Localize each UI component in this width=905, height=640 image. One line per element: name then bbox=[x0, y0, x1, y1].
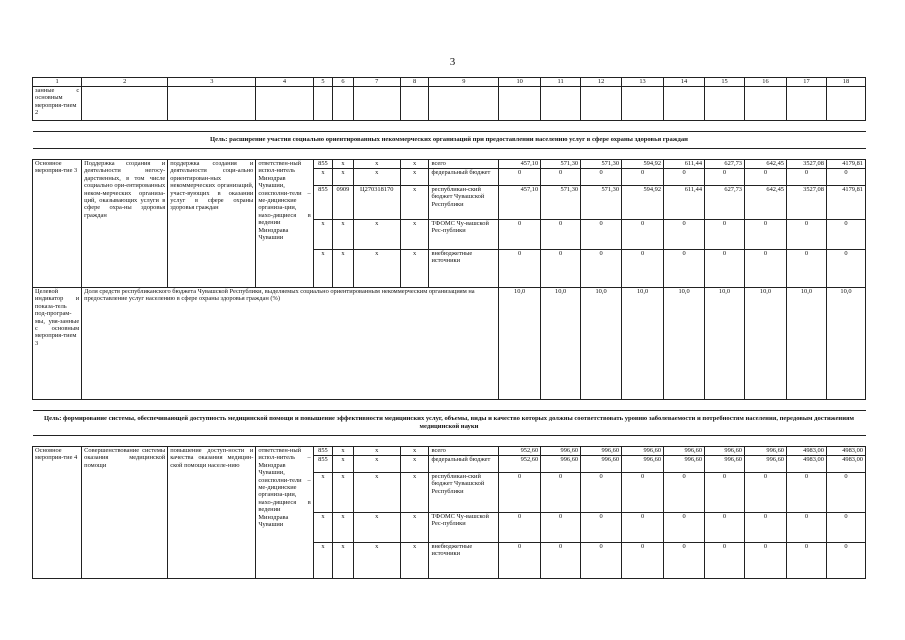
gap-2 bbox=[33, 149, 866, 160]
empty-cell bbox=[786, 87, 826, 121]
goal-2 bbox=[33, 411, 866, 436]
empty-cell bbox=[705, 87, 745, 121]
code-cell: x bbox=[400, 186, 429, 220]
header-cell: 5 bbox=[313, 78, 332, 87]
code-cell: x bbox=[353, 250, 400, 288]
value-cell: 0 bbox=[664, 169, 705, 186]
value-cell: 0 bbox=[622, 543, 664, 579]
value-cell: 0 bbox=[705, 543, 745, 579]
source-cell: ТФОМС Чу-вашской Рес-публики bbox=[429, 513, 499, 543]
source-cell: внебюджетные источники bbox=[429, 250, 499, 288]
value-cell: 0 bbox=[705, 250, 745, 288]
empty-cell bbox=[499, 87, 541, 121]
value-cell: 996,60 bbox=[541, 447, 581, 456]
value-cell: 0 bbox=[826, 543, 865, 579]
code-cell: x bbox=[313, 513, 332, 543]
value-cell: 0 bbox=[826, 250, 865, 288]
source-cell: всего bbox=[429, 160, 499, 169]
code-cell: x bbox=[400, 169, 429, 186]
value-cell: 0 bbox=[744, 250, 786, 288]
value-cell: 0 bbox=[826, 220, 865, 250]
empty-cell bbox=[744, 87, 786, 121]
code-cell: x bbox=[313, 473, 332, 513]
block-2-responsible: ответствен-ный испол-нитель – Минздрав Чувашии, соисполни-тели – ме-дицинские организа-ции, нахо-дящиеся в ведении Минздрава Чувашии bbox=[256, 447, 313, 579]
code-cell: x bbox=[333, 456, 353, 473]
value-cell: 0 bbox=[499, 169, 541, 186]
gap-4-space bbox=[33, 436, 866, 447]
header-row bbox=[33, 78, 866, 87]
value-cell: 4179,81 bbox=[826, 186, 865, 220]
header-cell: 6 bbox=[333, 78, 353, 87]
value-cell: 0 bbox=[744, 220, 786, 250]
code-cell: x bbox=[400, 220, 429, 250]
value-cell: 0 bbox=[744, 513, 786, 543]
gap-3 bbox=[33, 400, 866, 411]
carryover-label: занные с основным мероприя-тием 2 bbox=[33, 87, 82, 121]
value-cell: 0 bbox=[622, 169, 664, 186]
header-cell: 10 bbox=[499, 78, 541, 87]
value-cell: 4983,00 bbox=[826, 456, 865, 473]
value-cell: 3527,08 bbox=[786, 160, 826, 169]
value-cell: 996,60 bbox=[581, 447, 622, 456]
source-cell: ТФОМС Чу-вашской Рес-публики bbox=[429, 220, 499, 250]
source-cell: федеральный бюджет bbox=[429, 169, 499, 186]
value-cell: 3527,08 bbox=[786, 186, 826, 220]
value-cell: 0 bbox=[581, 473, 622, 513]
value-cell: 0 bbox=[622, 513, 664, 543]
code-cell: x bbox=[333, 513, 353, 543]
value-cell: 0 bbox=[541, 543, 581, 579]
value-cell: 0 bbox=[744, 169, 786, 186]
value-cell: 0 bbox=[581, 169, 622, 186]
value-cell: 0 bbox=[786, 250, 826, 288]
header-cell: 4 bbox=[256, 78, 313, 87]
block-2-label: Основное мероприя-тие 4 bbox=[33, 447, 82, 579]
value-cell: 0 bbox=[705, 473, 745, 513]
header-cell: 12 bbox=[581, 78, 622, 87]
code-cell: x bbox=[333, 220, 353, 250]
header-cell: 9 bbox=[429, 78, 499, 87]
budget-table bbox=[32, 77, 866, 579]
value-cell: 0 bbox=[499, 250, 541, 288]
value-cell: 0 bbox=[499, 513, 541, 543]
value-cell: 996,60 bbox=[664, 456, 705, 473]
value-cell: 0 bbox=[541, 513, 581, 543]
value-cell: 0 bbox=[826, 473, 865, 513]
value-cell: 4179,81 bbox=[826, 160, 865, 169]
code-cell: x bbox=[400, 543, 429, 579]
header-cell: 7 bbox=[353, 78, 400, 87]
code-cell: 855 bbox=[313, 160, 332, 169]
header-cell: 3 bbox=[168, 78, 256, 87]
gap-3-space bbox=[33, 400, 866, 411]
goal-1-text: Цель: расширение участия социально ориентированных некоммерческих организаций при предоставлении населению услуг в сфере охраны здоровья граждан bbox=[33, 132, 866, 149]
gap-4 bbox=[33, 436, 866, 447]
header-cell: 16 bbox=[744, 78, 786, 87]
value-cell: 996,60 bbox=[705, 447, 745, 456]
header-cell: 18 bbox=[826, 78, 865, 87]
value-cell: 4983,00 bbox=[786, 447, 826, 456]
value-cell: 571,30 bbox=[541, 186, 581, 220]
gap-1 bbox=[33, 121, 866, 132]
indicator-value: 10,0 bbox=[541, 288, 581, 400]
header-cell: 1 bbox=[33, 78, 82, 87]
header-cell: 14 bbox=[664, 78, 705, 87]
value-cell: 0 bbox=[499, 473, 541, 513]
value-cell: 952,60 bbox=[499, 447, 541, 456]
value-cell: 0 bbox=[705, 220, 745, 250]
value-cell: 996,60 bbox=[705, 456, 745, 473]
code-cell: 855 bbox=[313, 447, 332, 456]
value-cell: 996,60 bbox=[581, 456, 622, 473]
empty-cell bbox=[168, 87, 256, 121]
value-cell: 0 bbox=[664, 473, 705, 513]
empty-cell bbox=[82, 87, 168, 121]
value-cell: 642,45 bbox=[744, 160, 786, 169]
goal-1 bbox=[33, 132, 866, 149]
block-1-name: Поддержка создания и деятельности негосу-дарственных, в том числе социально ори-ентированных неком-мерческих организа-ций, оказывающих услуги в сфере охра-ны здоровья граждан bbox=[82, 160, 168, 288]
empty-cell bbox=[622, 87, 664, 121]
value-cell: 0 bbox=[541, 473, 581, 513]
empty-cell bbox=[256, 87, 313, 121]
value-cell: 0 bbox=[786, 473, 826, 513]
value-cell: 0 bbox=[744, 473, 786, 513]
value-cell: 0 bbox=[581, 250, 622, 288]
value-cell: 996,60 bbox=[541, 456, 581, 473]
block-2-row bbox=[33, 447, 866, 456]
value-cell: 571,30 bbox=[581, 186, 622, 220]
code-cell: 0909 bbox=[333, 186, 353, 220]
value-cell: 0 bbox=[622, 220, 664, 250]
header-cell: 15 bbox=[705, 78, 745, 87]
indicator-row bbox=[33, 288, 866, 400]
header-cell: 11 bbox=[541, 78, 581, 87]
source-cell: республикан-ский бюджет Чувашской Республики bbox=[429, 473, 499, 513]
value-cell: 0 bbox=[622, 250, 664, 288]
value-cell: 457,10 bbox=[499, 160, 541, 169]
value-cell: 611,44 bbox=[664, 160, 705, 169]
code-cell: x bbox=[353, 456, 400, 473]
value-cell: 0 bbox=[622, 473, 664, 513]
value-cell: 996,60 bbox=[744, 447, 786, 456]
code-cell: x bbox=[313, 169, 332, 186]
empty-cell bbox=[541, 87, 581, 121]
header-cell: 13 bbox=[622, 78, 664, 87]
source-cell: республикан-ский бюджет Чувашской Республики bbox=[429, 186, 499, 220]
header-cell: 17 bbox=[786, 78, 826, 87]
value-cell: 996,60 bbox=[622, 447, 664, 456]
code-cell: x bbox=[400, 160, 429, 169]
block-2-goal: повышение доступ-ности и качества оказания медицин-ской помощи населе-нию bbox=[168, 447, 256, 579]
code-cell: x bbox=[333, 160, 353, 169]
header-cell: 2 bbox=[82, 78, 168, 87]
indicator-value: 10,0 bbox=[499, 288, 541, 400]
block-2-name: Совершенствование системы оказания медицинской помощи bbox=[82, 447, 168, 579]
value-cell: 0 bbox=[705, 513, 745, 543]
value-cell: 0 bbox=[541, 169, 581, 186]
value-cell: 0 bbox=[664, 513, 705, 543]
code-cell: x bbox=[333, 543, 353, 579]
code-cell: x bbox=[333, 447, 353, 456]
code-cell: x bbox=[400, 513, 429, 543]
code-cell: x bbox=[333, 473, 353, 513]
code-cell: x bbox=[353, 220, 400, 250]
value-cell: 611,44 bbox=[664, 186, 705, 220]
gap-1-space bbox=[33, 121, 866, 132]
block-1-responsible: ответствен-ный испол-нитель Минздрав Чувашии, соисполни-тели – ме-дицинские организа-ции, нахо-дящиеся в ведении Минздрава Чувашии bbox=[256, 160, 313, 288]
value-cell: 4983,00 bbox=[786, 456, 826, 473]
indicator-text: Доля средств республиканского бюджета Чувашской Республики, выделяемых социально ориентированным некоммерческим организациям на предоставление услуг населению в сфере охраны здоровья граждан (%) bbox=[82, 288, 499, 400]
value-cell: 0 bbox=[786, 513, 826, 543]
carryover-row bbox=[33, 87, 866, 121]
value-cell: 0 bbox=[541, 250, 581, 288]
block-1-label: Основное мероприя-тие 3 bbox=[33, 160, 82, 288]
value-cell: 0 bbox=[826, 169, 865, 186]
block-1-goal: поддержка создания и деятельности соци-ально ориентирован-ных некоммерческих организаций, участ-вующих в оказании услуг в сфере охраны здоровья граждан bbox=[168, 160, 256, 288]
value-cell: 0 bbox=[826, 513, 865, 543]
value-cell: 4983,00 bbox=[826, 447, 865, 456]
indicator-label: Целевой индикатор и показа-тель под-програм-мы, увя-занные с основным мероприя-тием 3 bbox=[33, 288, 82, 400]
indicator-value: 10,0 bbox=[581, 288, 622, 400]
code-cell: x bbox=[313, 543, 332, 579]
value-cell: 594,92 bbox=[622, 160, 664, 169]
empty-cell bbox=[400, 87, 429, 121]
value-cell: 0 bbox=[664, 250, 705, 288]
value-cell: 996,60 bbox=[744, 456, 786, 473]
code-cell: x bbox=[333, 169, 353, 186]
value-cell: 571,30 bbox=[541, 160, 581, 169]
empty-cell bbox=[429, 87, 499, 121]
value-cell: 0 bbox=[581, 220, 622, 250]
value-cell: 0 bbox=[786, 169, 826, 186]
source-cell: федеральный бюджет bbox=[429, 456, 499, 473]
code-cell: Ц270318170 bbox=[353, 186, 400, 220]
empty-cell bbox=[826, 87, 865, 121]
gap-2-space bbox=[33, 149, 866, 160]
value-cell: 0 bbox=[786, 543, 826, 579]
code-cell: x bbox=[353, 160, 400, 169]
code-cell: x bbox=[333, 250, 353, 288]
indicator-value: 10,0 bbox=[705, 288, 745, 400]
code-cell: x bbox=[353, 473, 400, 513]
empty-cell bbox=[313, 87, 332, 121]
value-cell: 0 bbox=[705, 169, 745, 186]
code-cell: x bbox=[353, 513, 400, 543]
value-cell: 0 bbox=[664, 543, 705, 579]
value-cell: 642,45 bbox=[744, 186, 786, 220]
value-cell: 0 bbox=[541, 220, 581, 250]
value-cell: 0 bbox=[499, 220, 541, 250]
code-cell: x bbox=[353, 169, 400, 186]
indicator-value: 10,0 bbox=[664, 288, 705, 400]
code-cell: x bbox=[353, 543, 400, 579]
value-cell: 996,60 bbox=[622, 456, 664, 473]
empty-cell bbox=[581, 87, 622, 121]
code-cell: x bbox=[400, 456, 429, 473]
empty-cell bbox=[664, 87, 705, 121]
code-cell: x bbox=[313, 220, 332, 250]
value-cell: 0 bbox=[581, 513, 622, 543]
empty-cell bbox=[333, 87, 353, 121]
value-cell: 627,73 bbox=[705, 186, 745, 220]
value-cell: 996,60 bbox=[664, 447, 705, 456]
source-cell: внебюджетные источники bbox=[429, 543, 499, 579]
indicator-value: 10,0 bbox=[622, 288, 664, 400]
empty-cell bbox=[353, 87, 400, 121]
value-cell: 0 bbox=[786, 220, 826, 250]
code-cell: x bbox=[353, 447, 400, 456]
code-cell: x bbox=[400, 250, 429, 288]
value-cell: 457,10 bbox=[499, 186, 541, 220]
value-cell: 0 bbox=[499, 543, 541, 579]
code-cell: x bbox=[313, 250, 332, 288]
indicator-value: 10,0 bbox=[786, 288, 826, 400]
code-cell: 855 bbox=[313, 456, 332, 473]
value-cell: 0 bbox=[664, 220, 705, 250]
value-cell: 594,92 bbox=[622, 186, 664, 220]
page-number: 3 bbox=[449, 56, 456, 68]
source-cell: всего bbox=[429, 447, 499, 456]
value-cell: 627,73 bbox=[705, 160, 745, 169]
value-cell: 0 bbox=[581, 543, 622, 579]
code-cell: x bbox=[400, 447, 429, 456]
value-cell: 571,30 bbox=[581, 160, 622, 169]
code-cell: x bbox=[400, 473, 429, 513]
code-cell: 855 bbox=[313, 186, 332, 220]
value-cell: 0 bbox=[744, 543, 786, 579]
indicator-value: 10,0 bbox=[744, 288, 786, 400]
header-cell: 8 bbox=[400, 78, 429, 87]
indicator-value: 10,0 bbox=[826, 288, 865, 400]
goal-2-text: Цель: формирование системы, обеспечивающей доступность медицинской помощи и повышение эффективности медицинских услуг, объемы, виды и качество которых должны соответствовать уровню заболеваемости и потребностям населения, передовым достижениям медицинской науки bbox=[33, 411, 866, 436]
value-cell: 952,60 bbox=[499, 456, 541, 473]
block-1-row bbox=[33, 160, 866, 169]
